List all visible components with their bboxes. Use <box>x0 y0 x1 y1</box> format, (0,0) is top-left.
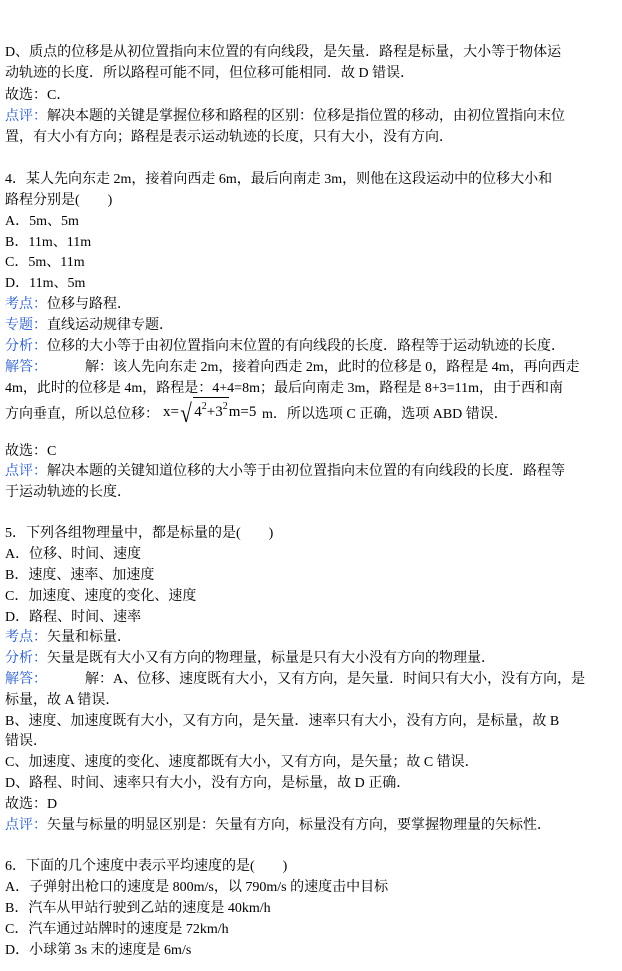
formula-exp-b: 2 <box>222 401 228 412</box>
q4-jieda-line-1 <box>5 358 580 378</box>
q5-jieda-line-2: 标量，故 A 错误． <box>5 693 120 708</box>
q3-answer: 故选：C． <box>5 88 71 103</box>
q4-option-c: C．5m、11m <box>5 255 85 270</box>
q4-answer: 故选：C <box>5 444 57 459</box>
fenxi-tag: 分析： <box>5 339 47 354</box>
q4-comment-text: 解决本题的关键知道位移的大小等于由初位置指向末位置的有向线段的长度．路程等 <box>47 464 565 479</box>
q6-option-d: D．小球第 3s 末的速度是 6m/s <box>5 943 192 958</box>
q5-option-c: C．加速度、速度的变化、速度 <box>5 589 197 604</box>
q4-stem-line-2: 路程分别是( ) <box>5 193 113 208</box>
q6-option-c: C．汽车通过站牌时的速度是 72km/h <box>5 922 229 937</box>
q5-jieda-line-6: D、路程、时间、速率只有大小，没有方向，是标量，故 D 正确． <box>5 776 411 791</box>
comment-tag: 点评： <box>5 818 47 833</box>
q5-fenxi <box>5 649 495 669</box>
formula-radicand <box>193 397 228 421</box>
formula-x: x= <box>163 404 179 420</box>
q5-fenxi-text: 矢量是既有大小又有方向的物理量，标量是只有大小没有方向的物理量． <box>47 651 495 666</box>
q4-zhuanti-text: 直线运动规律专题． <box>47 318 173 333</box>
q5-answer: 故选：D <box>5 797 58 812</box>
sqrt-symbol: √ <box>180 399 192 428</box>
comment-tag: 点评： <box>5 109 47 124</box>
q4-fenxi-text: 位移的大小等于由初位置指向末位置的有向线段的长度．路程等于运动轨迹的长度． <box>47 339 565 354</box>
q6-option-a: A．子弹射出枪口的速度是 800m/s，以 790m/s 的速度击中目标 <box>5 880 389 895</box>
q4-jieda-line-3-pre: 方向垂直，所以总位移： <box>5 407 159 422</box>
q5-kaodian <box>5 628 131 648</box>
q4-jieda-text: 解：该人先向东走 2m，接着向西走 2m，此时的位移是 0，路程是 4m，再向西走 <box>85 360 580 375</box>
q5-jieda-text: 解：A、位移、速度既有大小，又有方向，是矢量．时间只有大小，没有方向，是 <box>85 672 586 687</box>
q4-jieda-line-3-post: m．所以选项 C 正确，选项 ABD 错误． <box>262 407 508 422</box>
q3-option-d-line-1: D、质点的位移是从初位置指向末位置的有向线段，是矢量．路程是标量，大小等于物体运 <box>5 45 562 60</box>
jieda-tag: 解答： <box>5 360 47 375</box>
q5-kaodian-text: 矢量和标量． <box>47 630 131 645</box>
formula-a: 4 <box>194 404 202 420</box>
q5-comment-text: 矢量与标量的明显区别是：矢量有方向，标量没有方向，要掌握物理量的矢标性． <box>47 818 551 833</box>
q4-zhuanti <box>5 316 173 336</box>
q5-jieda-line-3: B、速度、加速度既有大小，又有方向，是矢量．速率只有大小，没有方向，是标量，故 B <box>5 714 560 729</box>
zhuanti-tag: 专题： <box>5 318 47 333</box>
q6-option-b: B．汽车从甲站行驶到乙站的速度是 40km/h <box>5 901 271 916</box>
q4-option-b: B．11m、11m <box>5 235 92 250</box>
formula-b: 3 <box>215 404 223 420</box>
q3-comment-line-2: 置，有大小有方向；路程是表示运动轨迹的长度，只有大小，没有方向． <box>5 130 453 145</box>
comment-tag: 点评： <box>5 464 47 479</box>
q5-jieda-line-4: 错误． <box>5 734 47 749</box>
q5-stem: 5．下列各组物理量中，都是标量的是( ) <box>5 526 274 541</box>
q5-option-d: D．路程、时间、速率 <box>5 610 142 625</box>
q4-jieda-line-2: 4m，此时的位移是 4m，路程是：4+4=8m；最后向南走 3m，路程是 8+3=11m，由于西和南 <box>5 381 564 396</box>
q6-stem: 6．下面的几个速度中表示平均速度的是( ) <box>5 859 288 874</box>
formula-result: m=5 <box>228 404 257 420</box>
q5-option-a: A．位移、时间、速度 <box>5 547 142 562</box>
q4-kaodian-text: 位移与路程． <box>47 297 131 312</box>
displacement-formula <box>163 397 256 431</box>
formula-plus: + <box>206 404 216 420</box>
q3-comment-line-1 <box>5 107 565 127</box>
kaodian-tag: 考点： <box>5 297 47 312</box>
q4-option-a: A．5m、5m <box>5 214 79 229</box>
q4-comment-line-2: 于运动轨迹的长度． <box>5 485 131 500</box>
q4-comment-line-1 <box>5 462 565 482</box>
q5-option-b: B．速度、速率、加速度 <box>5 568 155 583</box>
q4-stem-line-1: 4．某人先向东走 2m，接着向西走 6m，最后向南走 3m，则他在这段运动中的位移大小和 <box>5 172 553 187</box>
q4-option-d: D．11m、5m <box>5 276 86 291</box>
q4-fenxi <box>5 337 565 357</box>
q4-kaodian <box>5 295 131 315</box>
jieda-tag: 解答： <box>5 672 47 687</box>
q5-comment <box>5 816 551 836</box>
q3-comment-text: 解决本题的关键是掌握位移和路程的区别：位移是指位置的移动，由初位置指向末位 <box>47 109 565 124</box>
fenxi-tag: 分析： <box>5 651 47 666</box>
formula-exp-a: 2 <box>201 401 207 412</box>
q5-jieda-line-5: C、加速度、速度的变化、速度都既有大小，又有方向，是矢量；故 C 错误． <box>5 755 479 770</box>
q5-jieda-line-1 <box>5 670 585 690</box>
kaodian-tag: 考点： <box>5 630 47 645</box>
q3-option-d-line-2: 动轨迹的长度．所以路程可能不同，但位移可能相同．故 D 错误． <box>5 66 415 81</box>
